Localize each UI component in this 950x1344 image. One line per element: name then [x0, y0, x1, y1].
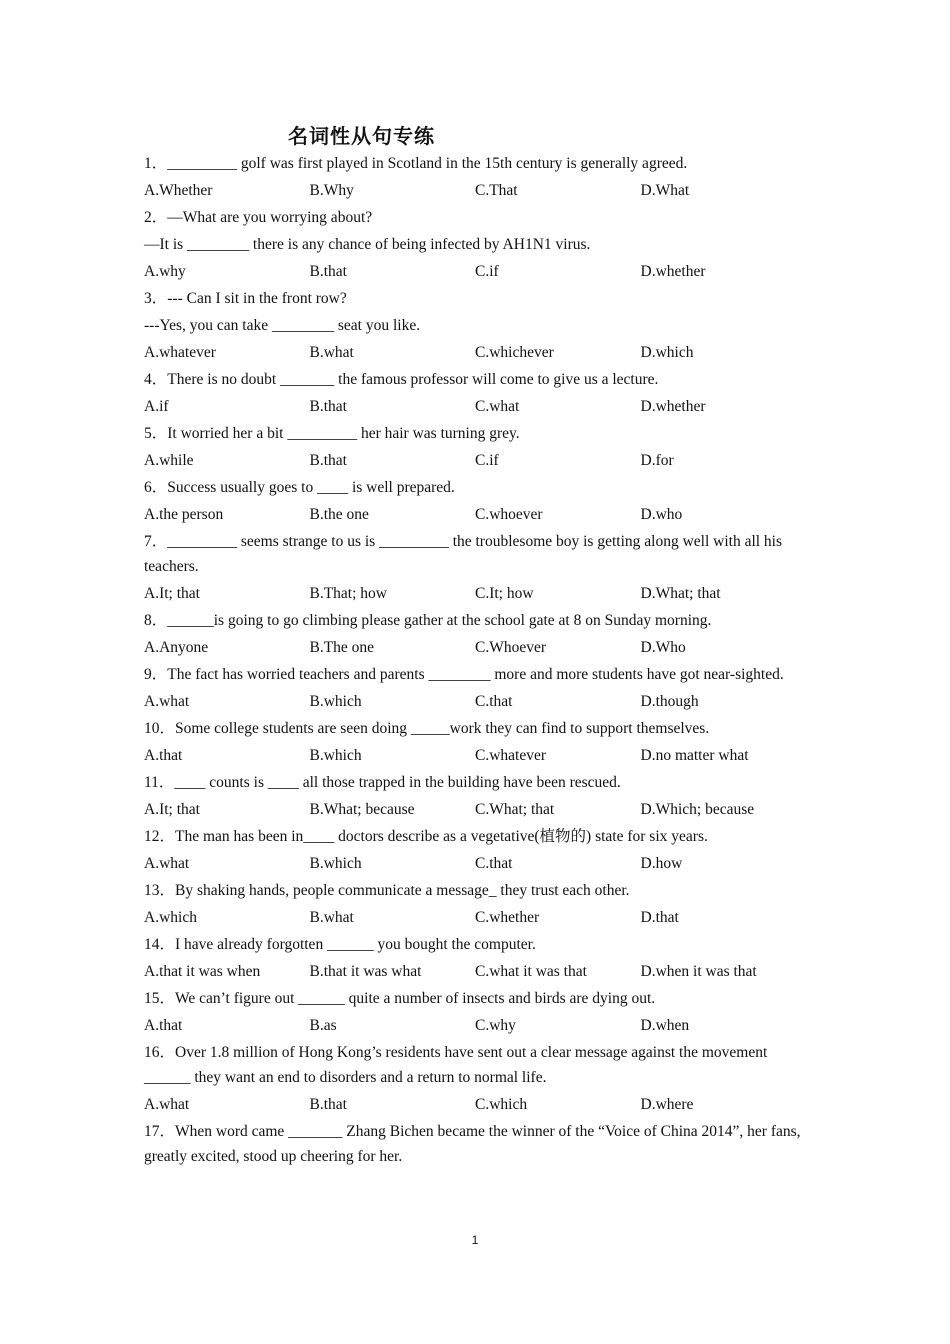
options-row: [144, 447, 814, 474]
question-2: [144, 204, 814, 285]
question-17: [144, 1118, 814, 1170]
question-text: 11．____ counts is ____ all those trapped in the building have been rescued.: [144, 774, 621, 791]
options-row: [144, 958, 814, 985]
question-text: 1．_________ golf was first played in Scotland in the 15th century is generally agreed.: [144, 155, 688, 172]
question-text: 9．The fact has worried teachers and parents ________ more and more students have got near-sighted.: [144, 666, 784, 683]
question-text: 16．Over 1.8 million of Hong Kong’s residents have sent out a clear message against the movement ______ they want an end to disorders and a return to normal life.: [144, 1044, 768, 1086]
option-b: B.The one: [309, 639, 375, 656]
option-a: A.It; that: [144, 585, 200, 602]
option-c: C.that: [475, 693, 513, 710]
options-row: [144, 850, 814, 877]
option-b: B.which: [309, 747, 362, 764]
option-c: C.whether: [475, 909, 540, 926]
question-text: 14．I have already forgotten ______ you bought the computer.: [144, 936, 536, 953]
option-c: C.It; how: [475, 585, 534, 602]
option-c: C.What; that: [475, 801, 555, 818]
options-row: [144, 258, 814, 285]
option-c: C.what: [475, 398, 520, 415]
question-text: 7．_________ seems strange to us is _________ the troublesome boy is getting along well with all his teachers.: [144, 533, 783, 575]
option-a: A.that: [144, 747, 183, 764]
option-d: D.Which; because: [640, 801, 755, 818]
options-row: [144, 634, 814, 661]
option-a: A.what: [144, 855, 190, 872]
option-c: C.whichever: [475, 344, 554, 361]
option-d: D.for: [640, 452, 674, 469]
option-d: D.Who: [640, 639, 686, 656]
question-text: 17．When word came _______ Zhang Bichen became the winner of the “Voice of China 2014”, her fans, greatly excited, stood up cheering for her.: [144, 1123, 801, 1165]
option-d: D.when: [640, 1017, 690, 1034]
question-3: [144, 285, 814, 366]
option-a: A.whatever: [144, 344, 216, 361]
option-d: D.no matter what: [640, 747, 749, 764]
question-text: 2．—What are you worrying about?: [144, 209, 373, 226]
option-d: D.What; that: [640, 585, 721, 602]
option-b: B.which: [309, 855, 362, 872]
question-7: [144, 528, 814, 607]
options-row: [144, 580, 814, 607]
question-4: [144, 366, 814, 420]
option-d: D.where: [640, 1096, 694, 1113]
question-list: [144, 150, 814, 1170]
question-5: [144, 420, 814, 474]
question-9: [144, 661, 814, 715]
question-text: 15．We can’t figure out ______ quite a number of insects and birds are dying out.: [144, 990, 656, 1007]
question-text: 3．--- Can I sit in the front row?: [144, 290, 347, 307]
options-row: [144, 1012, 814, 1039]
option-a: A.the person: [144, 506, 224, 523]
option-b: B.What; because: [309, 801, 415, 818]
option-d: D.though: [640, 693, 699, 710]
option-c: C.what it was that: [475, 963, 587, 980]
options-row: [144, 688, 814, 715]
question-text: 4．There is no doubt _______ the famous professor will come to give us a lecture.: [144, 371, 659, 388]
question-8: [144, 607, 814, 661]
option-a: A.that: [144, 1017, 183, 1034]
options-row: [144, 1091, 814, 1118]
option-d: D.when it was that: [640, 963, 757, 980]
options-row: [144, 742, 814, 769]
question-text: 5．It worried her a bit _________ her hair was turning grey.: [144, 425, 520, 442]
option-c: C.which: [475, 1096, 528, 1113]
options-row: [144, 393, 814, 420]
option-b: B.as: [309, 1017, 337, 1034]
option-b: B.That; how: [309, 585, 387, 602]
question-14: [144, 931, 814, 985]
question-16: [144, 1039, 814, 1118]
option-a: A.that it was when: [144, 963, 261, 980]
option-a: A.while: [144, 452, 194, 469]
option-d: D.What: [640, 182, 690, 199]
option-c: C.whatever: [475, 747, 547, 764]
option-c: C.why: [475, 1017, 516, 1034]
option-c: C.that: [475, 855, 513, 872]
option-b: B.the one: [309, 506, 369, 523]
option-b: B.that: [309, 452, 347, 469]
option-b: B.what: [309, 344, 354, 361]
question-text: 13．By shaking hands, people communicate a message_ they trust each other.: [144, 882, 630, 899]
option-a: A.what: [144, 693, 190, 710]
question-text: ---Yes, you can take ________ seat you like.: [144, 317, 421, 334]
option-a: A.what: [144, 1096, 190, 1113]
option-d: D.whether: [640, 263, 706, 280]
option-a: A.why: [144, 263, 186, 280]
options-row: [144, 796, 814, 823]
option-a: A.which: [144, 909, 197, 926]
option-b: B.what: [309, 909, 354, 926]
option-b: B.which: [309, 693, 362, 710]
option-c: C.if: [475, 263, 499, 280]
option-c: C.whoever: [475, 506, 543, 523]
question-10: [144, 715, 814, 769]
option-a: A.Anyone: [144, 639, 209, 656]
question-text: 8．______is going to go climbing please gather at the school gate at 8 on Sunday morning.: [144, 612, 712, 629]
option-d: D.who: [640, 506, 683, 523]
page-title: 名词性从句专练: [288, 124, 435, 148]
option-c: C.if: [475, 452, 499, 469]
option-d: D.that: [640, 909, 679, 926]
option-d: D.how: [640, 855, 683, 872]
page-number: 1: [471, 1233, 479, 1247]
option-b: B.that: [309, 263, 347, 280]
question-6: [144, 474, 814, 528]
option-b: B.that: [309, 1096, 347, 1113]
option-b: B.Why: [309, 182, 354, 199]
option-d: D.which: [640, 344, 694, 361]
question-text: 6．Success usually goes to ____ is well prepared.: [144, 479, 455, 496]
option-d: D.whether: [640, 398, 706, 415]
option-a: A.Whether: [144, 182, 213, 199]
options-row: [144, 339, 814, 366]
question-15: [144, 985, 814, 1039]
options-row: [144, 177, 814, 204]
option-a: A.if: [144, 398, 169, 415]
option-c: C.Whoever: [475, 639, 547, 656]
option-c: C.That: [475, 182, 518, 199]
option-a: A.It; that: [144, 801, 200, 818]
question-text: 10．Some college students are seen doing _____work they can find to support themselves.: [144, 720, 710, 737]
question-13: [144, 877, 814, 931]
question-text: —It is ________ there is any chance of being infected by AH1N1 virus.: [144, 236, 591, 253]
question-1: [144, 150, 814, 204]
option-b: B.that: [309, 398, 347, 415]
question-12: [144, 823, 814, 877]
options-row: [144, 501, 814, 528]
question-11: [144, 769, 814, 823]
option-b: B.that it was what: [309, 963, 422, 980]
question-text: 12．The man has been in____ doctors describe as a vegetative(植物的) state for six years.: [144, 828, 708, 845]
options-row: [144, 904, 814, 931]
